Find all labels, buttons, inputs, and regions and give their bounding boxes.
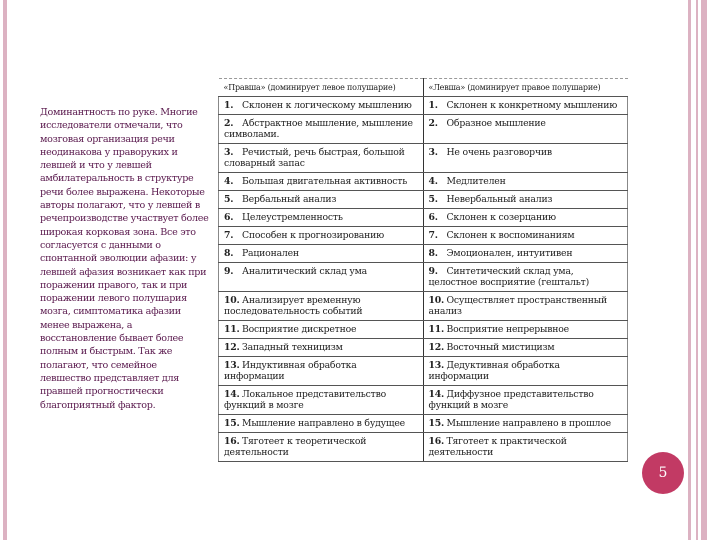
cell-text: Восприятие непрерывное xyxy=(446,324,569,335)
row-number: 2. xyxy=(428,118,438,129)
cell-right xyxy=(423,144,628,173)
cell-left xyxy=(219,173,424,191)
page-number-badge: 5 xyxy=(642,452,684,494)
cell-text: Образное мышление xyxy=(446,118,546,129)
table-row xyxy=(219,433,628,462)
cell-text: Западный техницизм xyxy=(242,342,343,353)
body-text: Доминантность по руке. Многие исследователи отмечали, что мозговая организация речи неодинакова у праворуких и левшей и что у левшей амбилатеральность в структуре речи более выражена. Некоторые авторы полагают, что у левшей в речепроизводстве участвует более широкая корковая зона. Все это согласуется с данными о спонтанной эволюции афазии: у левшей афазия возникает как при поражении правого, так и при поражении левого полушария мозга, симптоматика афазии менее выражена, а восстановление бывает более полным и быстрым. Так же полагают, что семейное левшество представляет для правшей прогностически благоприятный фактор. xyxy=(40,107,209,411)
row-number: 12. xyxy=(428,342,445,353)
cell-text: Диффузное представительство функций в мозге xyxy=(428,389,594,411)
cell-text: Тяготеет к теоретической деятельности xyxy=(224,436,367,458)
cell-left xyxy=(219,245,424,263)
row-number: 10. xyxy=(224,295,240,306)
header-right-handed: «Правша» (доминирует левое полушарие) xyxy=(219,79,424,97)
row-number: 7. xyxy=(224,230,234,241)
cell-text: Индуктивная обработка информации xyxy=(224,360,357,382)
cell-right xyxy=(423,227,628,245)
cell-text: Склонен к конкретному мышлению xyxy=(446,100,618,111)
cell-right xyxy=(423,245,628,263)
row-number: 15. xyxy=(224,418,240,429)
cell-text: Абстрактное мышление, мышление символами. xyxy=(224,118,413,140)
cell-left xyxy=(219,339,424,357)
row-number: 7. xyxy=(428,230,438,241)
cell-left xyxy=(219,97,424,115)
cell-text: Локальное представительство функций в мозге xyxy=(224,389,387,411)
cell-right xyxy=(423,173,628,191)
cell-text: Большая двигательная активность xyxy=(242,176,408,187)
cell-text: Тяготеет к практической деятельности xyxy=(428,436,567,458)
row-number: 1. xyxy=(224,100,234,111)
comparison-table xyxy=(218,78,628,462)
cell-left xyxy=(219,263,424,292)
cell-text: Дедуктивная обработка информации xyxy=(428,360,560,382)
table-row xyxy=(219,357,628,386)
table-row xyxy=(219,321,628,339)
row-number: 6. xyxy=(428,212,438,223)
cell-right xyxy=(423,386,628,415)
row-number: 12. xyxy=(224,342,240,353)
cell-text: Склонен к логическому мышлению xyxy=(242,100,412,111)
table-row xyxy=(219,292,628,321)
row-number: 15. xyxy=(428,418,445,429)
table-row xyxy=(219,191,628,209)
cell-left xyxy=(219,209,424,227)
row-number: 11. xyxy=(224,324,240,335)
row-number: 8. xyxy=(224,248,234,259)
table-row xyxy=(219,227,628,245)
cell-right xyxy=(423,339,628,357)
cell-text: Рационален xyxy=(242,248,299,259)
cell-text: Невербальный анализ xyxy=(446,194,553,205)
table-row xyxy=(219,144,628,173)
row-number: 5. xyxy=(224,194,234,205)
cell-right xyxy=(423,433,628,462)
cell-left xyxy=(219,386,424,415)
cell-left xyxy=(219,321,424,339)
cell-right xyxy=(423,321,628,339)
row-number: 4. xyxy=(224,176,234,187)
cell-right xyxy=(423,357,628,386)
cell-text: Эмоционален, интуитивен xyxy=(446,248,573,259)
cell-text: Восприятие дискретное xyxy=(242,324,357,335)
table-row xyxy=(219,97,628,115)
cell-right xyxy=(423,209,628,227)
cell-left xyxy=(219,227,424,245)
cell-left xyxy=(219,292,424,321)
cell-text: Склонен к воспоминаниям xyxy=(446,230,575,241)
row-number: 4. xyxy=(428,176,438,187)
cell-right xyxy=(423,263,628,292)
cell-left xyxy=(219,191,424,209)
decorative-stripe-right-2 xyxy=(696,0,698,540)
row-number: 3. xyxy=(428,147,438,158)
row-number: 9. xyxy=(428,266,438,277)
cell-text: Целеустремленность xyxy=(242,212,343,223)
table-row xyxy=(219,386,628,415)
decorative-stripe-left xyxy=(3,0,7,540)
row-number: 13. xyxy=(428,360,445,371)
cell-text: Склонен к созерцанию xyxy=(446,212,556,223)
cell-left xyxy=(219,415,424,433)
cell-text: Медлителен xyxy=(446,176,506,187)
cell-text: Аналитический склад ума xyxy=(242,266,368,277)
decorative-stripe-right-3 xyxy=(701,0,707,540)
cell-text: Мышление направлено в будущее xyxy=(242,418,405,429)
table-row xyxy=(219,245,628,263)
cell-right xyxy=(423,115,628,144)
row-number: 2. xyxy=(224,118,234,129)
cell-text: Способен к прогнозированию xyxy=(242,230,385,241)
row-number: 9. xyxy=(224,266,234,277)
cell-text: Вербальный анализ xyxy=(242,194,337,205)
cell-left xyxy=(219,357,424,386)
row-number: 5. xyxy=(428,194,438,205)
decorative-stripe-right-1 xyxy=(688,0,691,540)
table-row xyxy=(219,415,628,433)
cell-left xyxy=(219,144,424,173)
row-number: 16. xyxy=(428,436,445,447)
cell-text: Синтетический склад ума, целостное восприятие (гештальт) xyxy=(428,266,589,288)
table-row xyxy=(219,339,628,357)
row-number: 13. xyxy=(224,360,240,371)
row-number: 8. xyxy=(428,248,438,259)
cell-text: Мышление направлено в прошлое xyxy=(446,418,611,429)
cell-text: Восточный мистицизм xyxy=(446,342,555,353)
table-row xyxy=(219,209,628,227)
row-number: 6. xyxy=(224,212,234,223)
row-number: 11. xyxy=(428,324,445,335)
cell-text: Анализирует временную последовательность событий xyxy=(224,295,363,317)
cell-text: Речистый, речь быстрая, большой словарный запас xyxy=(224,147,405,169)
row-number: 1. xyxy=(428,100,438,111)
row-number: 14. xyxy=(428,389,445,400)
cell-left xyxy=(219,433,424,462)
cell-text: Не очень разговорчив xyxy=(446,147,552,158)
table-row xyxy=(219,115,628,144)
cell-text: Осуществляет пространственный анализ xyxy=(428,295,607,317)
cell-right xyxy=(423,191,628,209)
row-number: 10. xyxy=(428,295,445,306)
table-row xyxy=(219,263,628,292)
cell-right xyxy=(423,97,628,115)
cell-right xyxy=(423,415,628,433)
row-number: 14. xyxy=(224,389,240,400)
header-left-handed: «Левша» (доминирует правое полушарие) xyxy=(423,79,628,97)
cell-left xyxy=(219,115,424,144)
row-number: 3. xyxy=(224,147,234,158)
cell-right xyxy=(423,292,628,321)
row-number: 16. xyxy=(224,436,240,447)
table-row xyxy=(219,173,628,191)
